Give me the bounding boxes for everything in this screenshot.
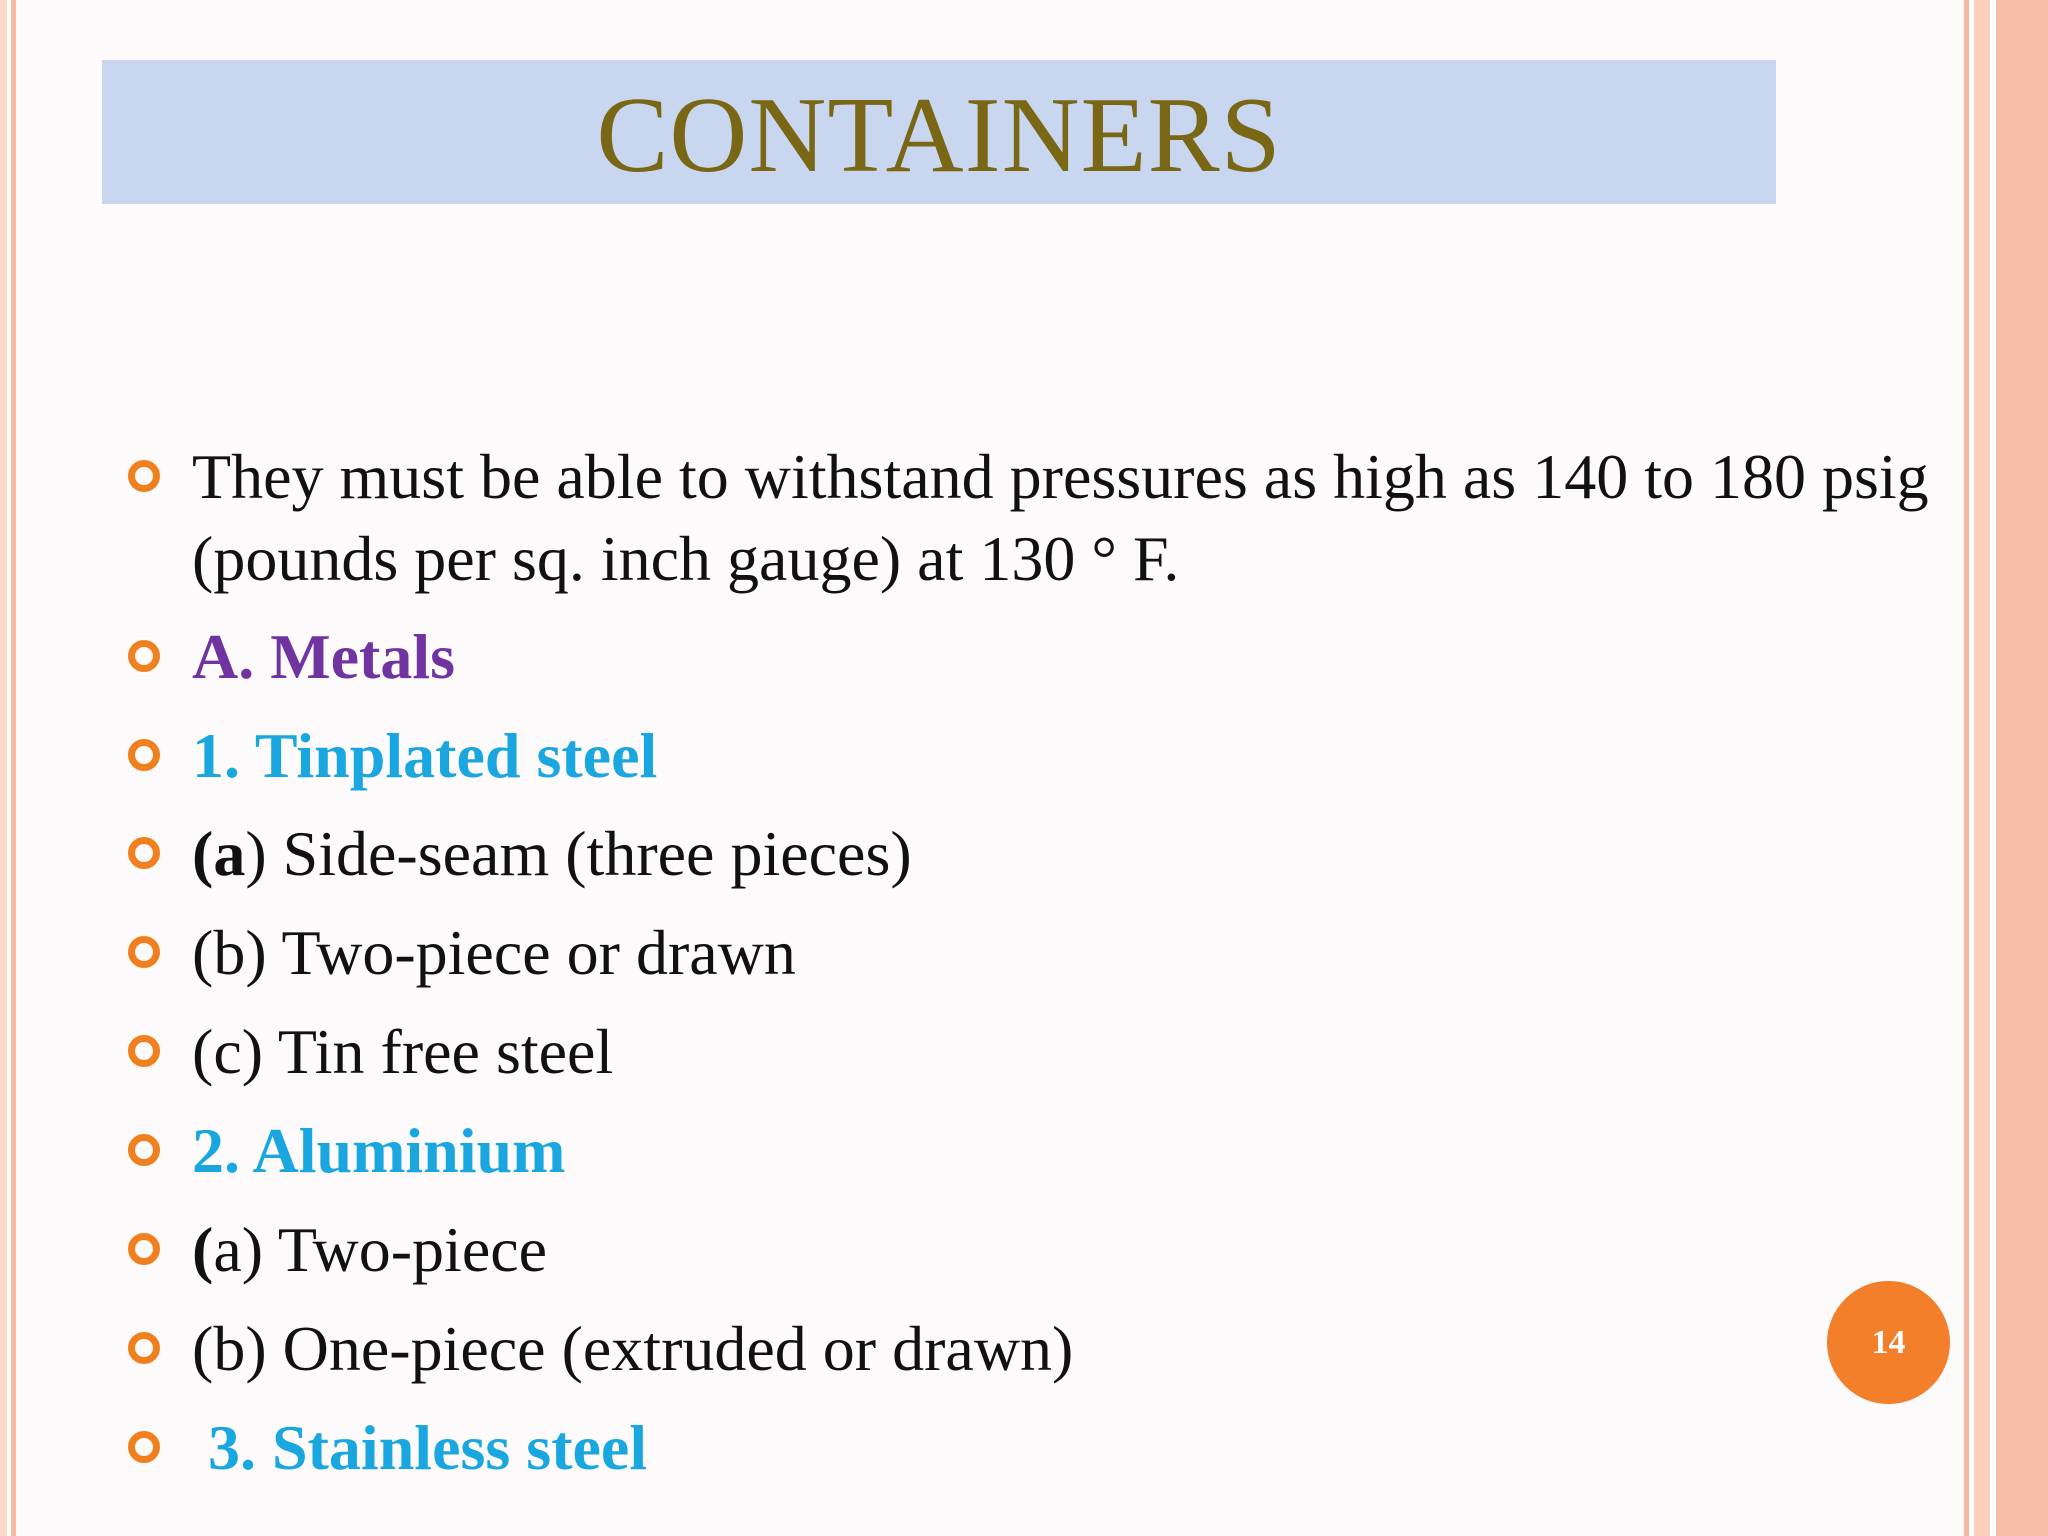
bullet-body: ) Side-seam (three pieces) — [245, 818, 912, 889]
subheading-aluminium: 2. Aluminium — [192, 1115, 566, 1186]
bullet-icon — [128, 1134, 160, 1166]
bullet-text: (c) Tin free steel — [192, 1016, 614, 1087]
bullet-prefix: ( — [192, 818, 214, 889]
list-item — [128, 813, 912, 895]
list-item — [128, 715, 657, 797]
bullet-icon — [128, 1233, 160, 1265]
list-item — [128, 1011, 613, 1093]
bullet-prefix-bold: ( — [192, 1214, 214, 1285]
list-item — [128, 1209, 547, 1291]
bullet-icon — [128, 837, 160, 869]
bullet-text: (b) Two-piece or drawn — [192, 917, 796, 988]
page-number: 14 — [1871, 1323, 1906, 1361]
list-item — [128, 616, 455, 698]
bullet-icon — [128, 739, 160, 771]
bullet-icon — [128, 936, 160, 968]
bullet-icon — [128, 1431, 160, 1463]
bullet-icon — [128, 640, 160, 672]
subheading-tinplated-steel: 1. Tinplated steel — [192, 720, 658, 791]
bullet-text: They must be able to withstand pressures as high as 140 to 180 psig (pounds per sq. inch gauge) at 130 ° F. — [192, 441, 1929, 594]
list-item — [128, 1407, 647, 1489]
list-item — [128, 1110, 565, 1192]
bullet-icon — [128, 460, 160, 492]
bullet-icon — [128, 1035, 160, 1067]
slide-title: CONTAINERS — [596, 76, 1282, 195]
page-number-badge — [1827, 1281, 1950, 1404]
subheading-stainless-steel: 3. Stainless steel — [192, 1412, 648, 1483]
section-heading-metals: A. Metals — [192, 621, 456, 692]
bullet-text — [192, 813, 912, 895]
list-item — [128, 1308, 1073, 1390]
bullet-body: a) Two-piece — [213, 1214, 548, 1285]
bullet-text — [192, 1209, 547, 1291]
list-item — [128, 436, 1952, 600]
bullet-icon — [128, 1332, 160, 1364]
list-item — [128, 912, 796, 994]
bullet-text: (b) One-piece (extruded or drawn) — [192, 1313, 1074, 1384]
bullet-prefix-bold: a — [213, 818, 246, 889]
